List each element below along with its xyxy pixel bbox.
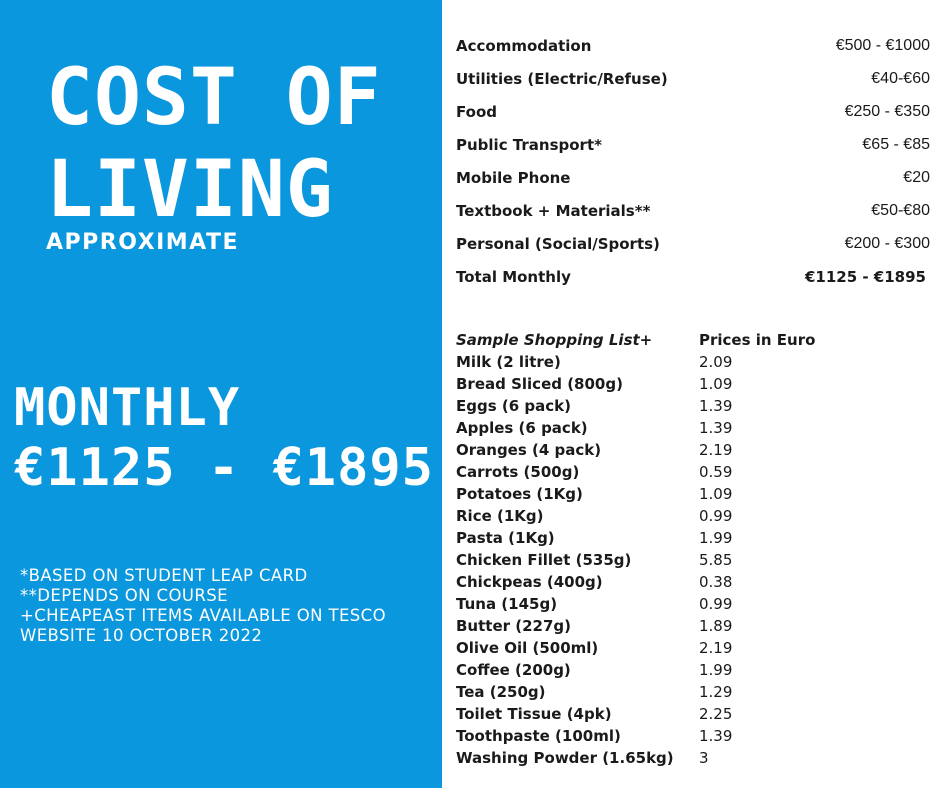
cost-row-transport <box>456 128 930 161</box>
cost-label: Mobile Phone <box>456 168 571 187</box>
item-label: Potatoes (1Kg) <box>456 485 583 503</box>
list-item <box>456 505 926 527</box>
list-item <box>456 725 926 747</box>
item-price: 1.99 <box>699 661 733 679</box>
item-price: 0.99 <box>699 507 733 525</box>
list-item <box>456 659 926 681</box>
cost-label: Total Monthly <box>456 267 571 286</box>
cost-value: €200 - €300 <box>844 234 930 252</box>
title-line-2: LIVING <box>46 145 334 235</box>
item-price: 2.19 <box>699 441 733 459</box>
footnote: *BASED ON STUDENT LEAP CARD <box>20 566 308 585</box>
item-label: Olive Oil (500ml) <box>456 639 599 657</box>
list-item <box>456 747 926 769</box>
item-label: Eggs (6 pack) <box>456 397 571 415</box>
cost-row-mobile <box>456 161 930 194</box>
item-price: 2.19 <box>699 639 733 657</box>
list-item <box>456 593 926 615</box>
item-price: 0.38 <box>699 573 733 591</box>
list-item <box>456 637 926 659</box>
footnotes <box>20 566 386 646</box>
list-item <box>456 615 926 637</box>
cost-value: €20 <box>903 168 930 186</box>
footnote: +CHEAPEAST ITEMS AVAILABLE ON TESCO <box>20 606 386 625</box>
list-item <box>456 439 926 461</box>
item-label: Chicken Fillet (535g) <box>456 551 632 569</box>
cost-value: €40-€60 <box>871 69 930 87</box>
cost-row-accommodation <box>456 29 930 62</box>
item-label: Bread Sliced (800g) <box>456 375 623 393</box>
title-line-1: COST OF <box>46 53 382 143</box>
cost-value: €250 - €350 <box>844 102 930 120</box>
list-item <box>456 461 926 483</box>
shopping-list <box>456 329 926 769</box>
cost-value: €1125 - €1895 <box>804 267 926 286</box>
monthly-label: MONTHLY <box>14 378 241 438</box>
list-item <box>456 395 926 417</box>
subtitle: APPROXIMATE <box>46 230 240 255</box>
list-item <box>456 681 926 703</box>
item-label: Chickpeas (400g) <box>456 573 603 591</box>
item-label: Toilet Tissue (4pk) <box>456 705 612 723</box>
cost-label: Personal (Social/Sports) <box>456 234 660 253</box>
left-panel <box>0 0 442 788</box>
cost-label: Textbook + Materials** <box>456 201 651 220</box>
item-label: Apples (6 pack) <box>456 419 588 437</box>
item-price: 2.25 <box>699 705 733 723</box>
cost-row-textbooks <box>456 194 930 227</box>
list-item <box>456 571 926 593</box>
page-title <box>46 52 382 236</box>
item-price: 1.39 <box>699 397 733 415</box>
item-price: 1.09 <box>699 485 733 503</box>
cost-label: Utilities (Electric/Refuse) <box>456 69 668 88</box>
cost-row-utilities <box>456 62 930 95</box>
cost-label: Public Transport* <box>456 135 602 154</box>
shopping-header-value: Prices in Euro <box>699 331 816 349</box>
item-price: 0.59 <box>699 463 733 481</box>
item-price: 1.09 <box>699 375 733 393</box>
item-price: 0.99 <box>699 595 733 613</box>
item-price: 3 <box>699 749 709 767</box>
cost-value: €65 - €85 <box>862 135 930 153</box>
item-price: 1.89 <box>699 617 733 635</box>
item-label: Milk (2 litre) <box>456 353 561 371</box>
cost-table <box>456 29 930 293</box>
item-label: Butter (227g) <box>456 617 572 635</box>
monthly-summary <box>14 378 434 498</box>
cost-label: Accommodation <box>456 36 592 55</box>
item-label: Oranges (4 pack) <box>456 441 602 459</box>
list-item <box>456 417 926 439</box>
shopping-header <box>456 329 926 351</box>
item-label: Carrots (500g) <box>456 463 580 481</box>
cost-row-personal <box>456 227 930 260</box>
list-item <box>456 373 926 395</box>
cost-label: Food <box>456 102 497 121</box>
footnote: WEBSITE 10 OCTOBER 2022 <box>20 626 263 645</box>
footnote: **DEPENDS ON COURSE <box>20 586 228 605</box>
list-item <box>456 527 926 549</box>
item-label: Tuna (145g) <box>456 595 558 613</box>
list-item <box>456 351 926 373</box>
item-label: Washing Powder (1.65kg) <box>456 749 674 767</box>
cost-value: €50-€80 <box>871 201 930 219</box>
list-item <box>456 483 926 505</box>
cost-row-food <box>456 95 930 128</box>
item-label: Toothpaste (100ml) <box>456 727 621 745</box>
list-item <box>456 549 926 571</box>
item-price: 1.99 <box>699 529 733 547</box>
shopping-header-label: Sample Shopping List+ <box>456 331 653 349</box>
monthly-range: €1125 - €1895 <box>14 438 434 498</box>
item-label: Tea (250g) <box>456 683 546 701</box>
item-price: 1.39 <box>699 727 733 745</box>
item-price: 5.85 <box>699 551 733 569</box>
item-label: Rice (1Kg) <box>456 507 544 525</box>
list-item <box>456 703 926 725</box>
cost-value: €500 - €1000 <box>835 36 930 54</box>
item-price: 1.29 <box>699 683 733 701</box>
item-price: 1.39 <box>699 419 733 437</box>
item-label: Pasta (1Kg) <box>456 529 555 547</box>
item-price: 2.09 <box>699 353 733 371</box>
cost-row-total <box>456 260 930 293</box>
item-label: Coffee (200g) <box>456 661 571 679</box>
